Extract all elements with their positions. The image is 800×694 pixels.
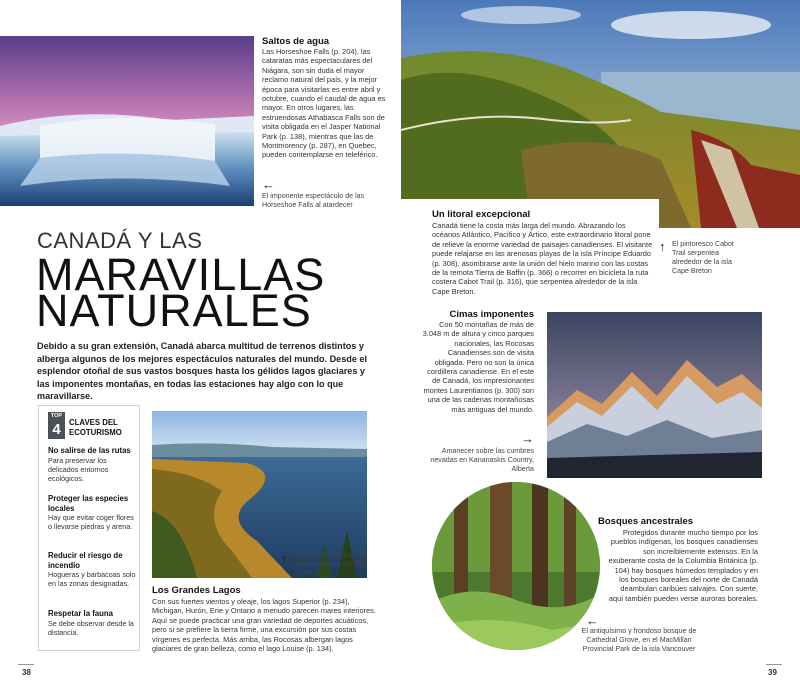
coast-caption: El pintoresco Cabot Trail serpentea alrededor de la isla Cape Breton xyxy=(672,240,734,275)
tip-heading: No salirse de las rutas xyxy=(48,446,131,455)
cathedral-grove-forest-photo xyxy=(432,482,600,650)
lakes-text: Con sus fuertes vientos y oleaje, los lagos Superior (p. 234), Michigan, Hurón, Erie y Ontario a menudo parecen mares interiores. Aquí se puede practicar una gran variedad de deportes acuáticos, pero si se prefiere la tierra firme, una excursión por sus costas vírgenes es perfecta. Más arriba, las Rocosas albergan lagos glaciares de gran belleza, como el lago Louise (p. 134). xyxy=(152,597,376,654)
arrow-up-icon: ↑ xyxy=(659,239,666,254)
tip-body: Hay que evitar coger flores o llevarse piedras y arena. xyxy=(48,513,134,531)
falls-text: Las Horseshoe Falls (p. 204), las cataratas más espectaculares del Niágara, son sin duda el mayor reclamo natural del país, y la mejor época para visitarlas es entre abril y octubre, cuando el caudal de agua es mayor. En otros lugares, las estruendosas Athabasca Falls son de visita obligada en el Jasper National Park (p. 138), mientras que las de Montmorency (p. 287), en Quebec, pueden contemplarse en teleférico. xyxy=(262,47,386,160)
peaks-caption: Amanecer sobre las cumbres nevadas en Kananaskis Country, Alberta xyxy=(430,447,534,473)
intro-text: Debido a su gran extensión, Canadá abarca multitud de terrenos distintos y alberga algunos de los mejores espectáculos naturales del mundo. Desde el esplendor otoñal de sus vastos bosques hasta los gélidos lagos glaciares y las imponentes montañas, en todas las estaciones hay algo con lo que maravillarse. xyxy=(37,341,368,402)
page-number-right-rule xyxy=(766,664,782,665)
peaks-text: Con 50 montañas de más de 3.048 m de altura y cinco parques nacionales, las Rocosas Canadienses son de visita obligada. Pero no son la única cordillera canadiense. En el este de Canadá, los impresionantes montes Laurentianos (p. 300) son una de las cadenas montañosas más antiguas del mundo. xyxy=(422,320,534,414)
tips-title: CLAVES DEL ECOTURISMO xyxy=(69,418,122,437)
tip-heading: Proteger las especies locales xyxy=(48,494,129,513)
forests-caption: El antiquísimo y frondoso bosque de Cathedral Grove, en el MacMillan Provincial Park de la isla Vancouver xyxy=(581,627,697,653)
tip-item xyxy=(48,609,136,637)
page-number-left-rule xyxy=(18,664,34,665)
tip-item xyxy=(48,551,136,588)
arrow-left-icon: ← xyxy=(586,613,599,628)
title-kicker: CANADÁ Y LAS xyxy=(37,228,203,253)
arrow-right-icon: → xyxy=(521,431,534,446)
arrow-left-icon: ← xyxy=(262,177,275,192)
cabot-trail-photo xyxy=(401,0,800,228)
tip-heading: Respetar la fauna xyxy=(48,609,113,618)
lakes-caption: Colores de otoño en la costa arbolada del lago Superior xyxy=(294,551,368,577)
tip-item xyxy=(48,446,136,483)
page-number-left: 38 xyxy=(22,668,31,677)
arrow-up-icon: ↑ xyxy=(281,551,288,566)
top4-tips-box xyxy=(38,405,140,651)
falls-caption: El imponente espectáculo de las Horseshoe Falls al atardecer xyxy=(262,192,365,209)
tip-item xyxy=(48,494,136,531)
tip-body: Hogueras y barbacoas solo en las zonas designadas. xyxy=(48,570,136,588)
title-line-1: MARAVILLAS xyxy=(36,249,326,300)
title-line-2: NATURALES xyxy=(36,285,312,336)
top4-badge-label: TOP xyxy=(48,412,65,421)
forests-heading: Bosques ancestrales xyxy=(598,516,694,527)
coast-heading: Un litoral excepcional xyxy=(432,209,531,220)
tip-body: Para preservar los delicados entornos ecológicos. xyxy=(48,455,109,483)
top4-badge-number: 4 xyxy=(48,421,65,439)
peaks-heading: Cimas imponentes xyxy=(449,309,534,320)
tip-body: Se debe observar desde la distancia. xyxy=(48,618,134,637)
kananaskis-mountains-photo xyxy=(547,312,762,478)
falls-heading: Saltos de agua xyxy=(262,36,330,47)
forests-text: Protegidos durante mucho tiempo por los pueblos indígenas, los bosques canadienses son increíblemente extensos. En la exuberante costa de la Columbia Británica (p. 104) hay bosques húmedos templados y en los bosques boreales del norte de Canadá deambulan caribúes salvajes. Con suerte, aquí también pueden verse auroras boreales. xyxy=(608,528,758,603)
page-number-right: 39 xyxy=(768,668,777,677)
coast-text: Canadá tiene la costa más larga del mundo. Abrazando los océanos Atlántico, Pacífico y Ártico, este extraordinario litoral pone de relieve la enorme variedad de paisajes canadienses. El visitante puede relajarse en las arenosas playas de la isla Príncipe Eduardo (p. 308), asombrarse ante la unión del hielo marino con las costas de la remota Tierra de Baffin (p. 366) o recorrer en bicicleta la ruta costera Cabot Trail (p. 316), que serpentea alrededor de la isla Cape Breton. xyxy=(432,221,653,296)
lakes-heading: Los Grandes Lagos xyxy=(152,585,241,596)
horseshoe-falls-photo xyxy=(0,36,254,206)
tip-heading: Reducir el riesgo de incendio xyxy=(48,551,123,570)
top4-badge xyxy=(48,412,65,440)
